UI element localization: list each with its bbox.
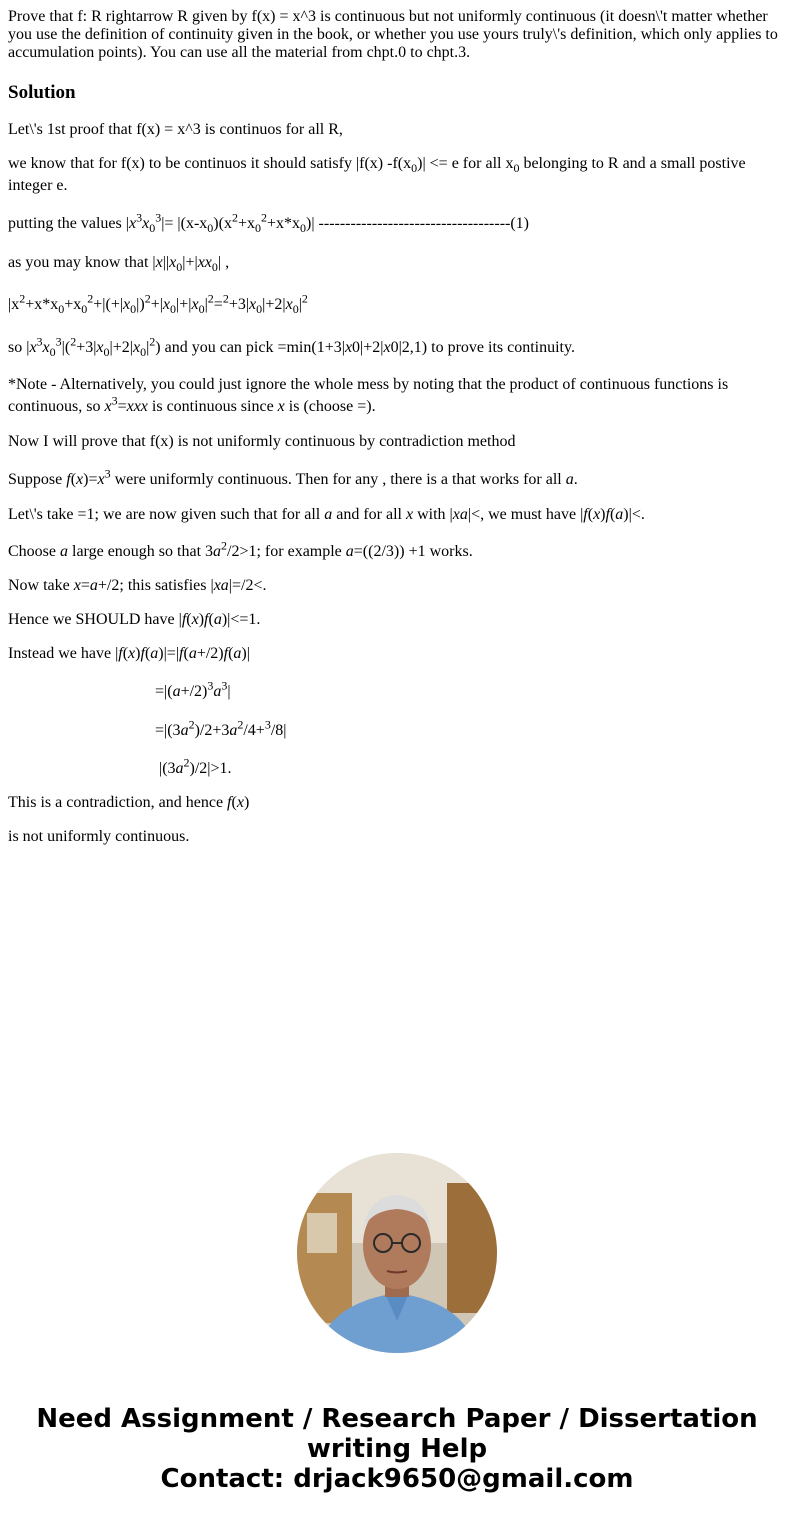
conclusion-line-2: is not uniformly continuous.: [8, 828, 190, 845]
solution-line-now: Now I will prove that f(x) is not uniformly continuous by contradiction method: [8, 433, 516, 450]
equation-step-3: $|(3a^2)/2|>1$.: [155, 755, 232, 777]
portrait-photo: [297, 1153, 497, 1353]
avatar: [297, 1153, 497, 1353]
footer-banner: [0, 1404, 794, 1494]
question-text: Prove that f: R rightarrow R given by f(x) = x^3 is continuous but not uniformly continuous (it doesn\'t matter whether you use the definition of continuity given in the book, or whether you use yours truly\'s definition, which only applies to accumulation points). You can use all the material from chpt.0 to chpt.3.: [8, 8, 778, 61]
take-line: Let\'s take =1; we are now given such that for all a and for all x with |xa|<, we must have |f(x)f(a)|<.: [8, 506, 645, 523]
suppose-line: Suppose $f(x)=x^3$ were uniformly continuous. Then for any , there is a that works for all a.: [8, 466, 578, 488]
footer-line-1: Need Assignment / Research Paper / Dissertation: [36, 1404, 758, 1434]
footer-contact: Contact: drjack9650@gmail.com: [160, 1464, 634, 1494]
instead-line: Instead we have |f(x)f(a)|=|f(a+/2)f(a)|: [8, 645, 250, 662]
solution-line-5: $|x^2+x*x_0+x_0^2+|(+|x_0|)^2+|x_0|+|x_0|^2=^2+3|x_0|+2|x_0|^2$: [8, 291, 308, 317]
solution-line-6: so $|x^3x_0^3|(^2+3|x_0|+2|x_0|^2)$ and you can pick =min(1+3|x0|+2|x0|2,1) to prove its continuity.: [8, 334, 575, 360]
solution-heading: Solution: [8, 82, 76, 103]
solution-line-2: we know that for f(x) to be continuos it should satisfy |f(x) $-f(x_0)| <= e$ for all $x_0$ belonging to R and a small postive integer e.: [8, 155, 746, 194]
note-paragraph: *Note - Alternatively, you could just ignore the whole mess by noting that the product of continuous functions is continuous, so $x^3=xxx$ is continuous since x is (choose =).: [8, 376, 729, 415]
solution-line-4: as you may know that $|x||x_0|+|xx_0|$ ,: [8, 254, 230, 275]
hence-line: Hence we SHOULD have |f(x)f(a)|<=1.: [8, 611, 261, 628]
solution-line-1: Let\'s 1st proof that f(x) = x^3 is continuos for all R,: [8, 121, 343, 138]
footer-line-2: writing Help: [306, 1434, 488, 1464]
equation-step-1: $=|(a+/2)^3a^3|$: [155, 678, 231, 700]
now-take-line: Now take x=a+/2; this satisfies |xa|=/2<.: [8, 577, 267, 594]
conclusion-line-1: This is a contradiction, and hence f(x): [8, 794, 250, 811]
equation-step-2: $=|(3a^2)/2+3a^2/4+^3/8|$: [155, 717, 287, 739]
choose-line: Choose a large enough so that $3a^2/2>1$; for example a=((2/3)) +1 works.: [8, 538, 473, 560]
solution-line-3: putting the values $|x^3x_0^3|= |(x-x_0)(x^2+x_0^2+x*x_0)|$ ------------------------------------(1): [8, 210, 529, 236]
